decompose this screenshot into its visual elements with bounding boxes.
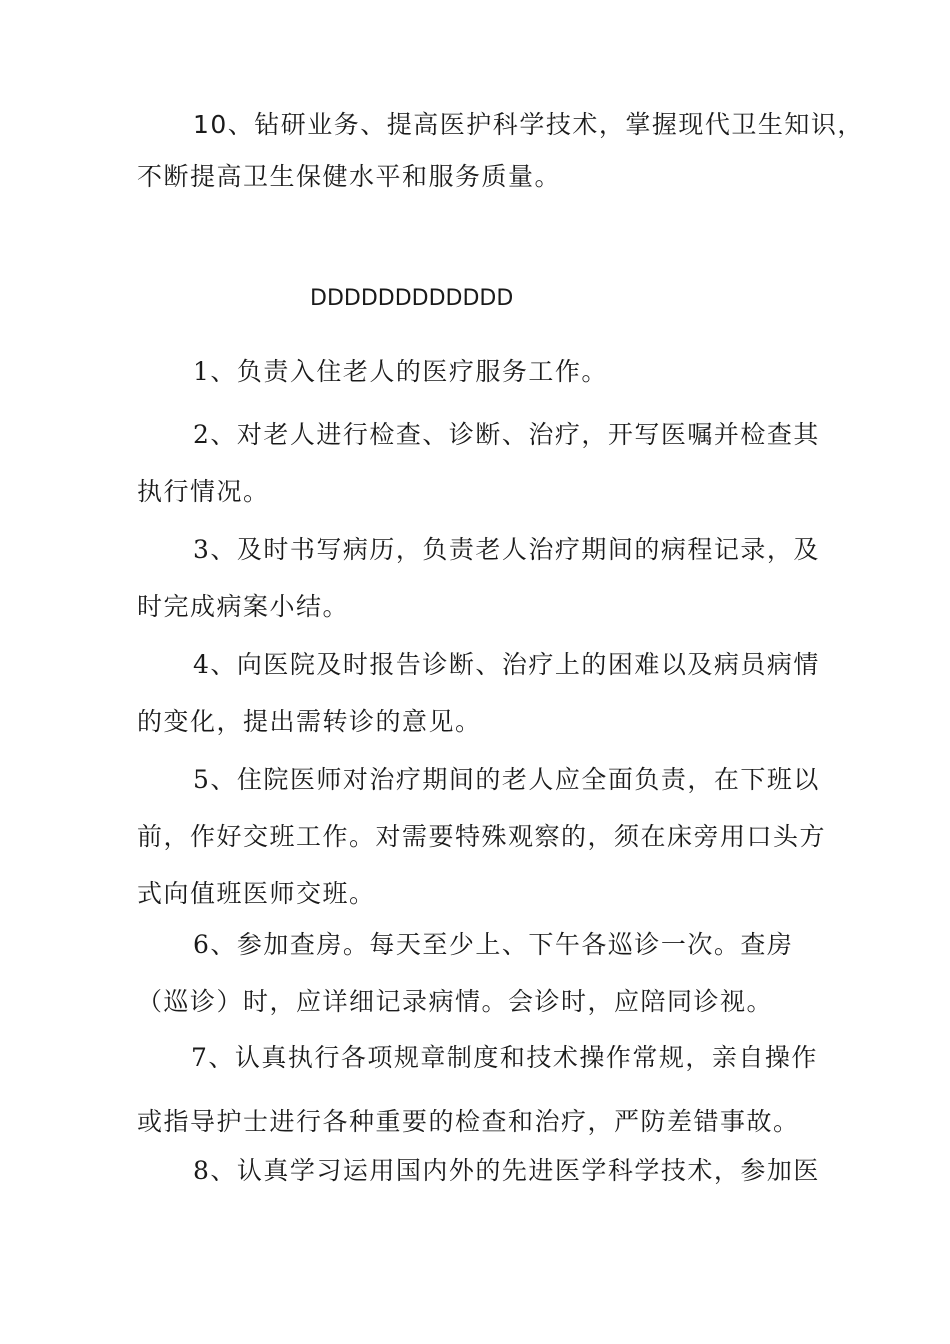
intro-paragraph	[137, 105, 864, 191]
item-7-line-2: 或指导护士进行各种重要的检查和治疗，严防差错事故。	[137, 1107, 800, 1136]
item-8-paragraph	[137, 1151, 820, 1187]
item-5-paragraph	[137, 760, 827, 908]
item-1-line-1: 1、负责入住老人的医疗服务工作。	[193, 357, 608, 386]
item-6-paragraph	[137, 925, 817, 1016]
item-2-paragraph	[137, 415, 820, 506]
intro-line-2: 不断提高卫生保健水平和服务质量。	[137, 162, 562, 191]
item-6-line-1: 6、参加查房。每天至少上、下午各巡诊一次。查房	[193, 930, 794, 959]
item-4-line-2: 的变化，提出需转诊的意见。	[137, 707, 482, 736]
item-7-paragraph	[137, 1038, 818, 1136]
item-4-paragraph	[137, 645, 820, 736]
item-1-paragraph	[137, 352, 817, 388]
item-5-line-1: 5、住院医师对治疗期间的老人应全面负责，在下班以	[193, 765, 820, 794]
item-5-line-3: 式向值班医师交班。	[137, 879, 376, 908]
item-3-line-1: 3、及时书写病历，负责老人治疗期间的病程记录，及	[193, 535, 820, 564]
item-3-paragraph	[137, 530, 820, 621]
item-4-line-1: 4、向医院及时报告诊断、治疗上的困难以及病员病情	[193, 650, 820, 679]
item-3-line-2: 时完成病案小结。	[137, 592, 350, 621]
item-2-line-2: 执行情况。	[137, 477, 270, 506]
section-heading: DDDDDDDDDDDD	[310, 286, 514, 311]
item-2-line-1: 2、对老人进行检查、诊断、治疗，开写医嘱并检查其	[193, 420, 820, 449]
item-6-line-2: （巡诊）时，应详细记录病情。会诊时，应陪同诊视。	[137, 987, 774, 1016]
intro-line-1: 10、钻研业务、提高医护科学技术，掌握现代卫生知识，	[193, 110, 864, 139]
item-8-line-1: 8、认真学习运用国内外的先进医学科学技术，参加医	[193, 1156, 820, 1185]
item-7-line-1: 7、认真执行各项规章制度和技术操作常规，亲自操作	[191, 1043, 818, 1072]
item-5-line-2: 前，作好交班工作。对需要特殊观察的，须在床旁用口头方	[137, 822, 827, 851]
